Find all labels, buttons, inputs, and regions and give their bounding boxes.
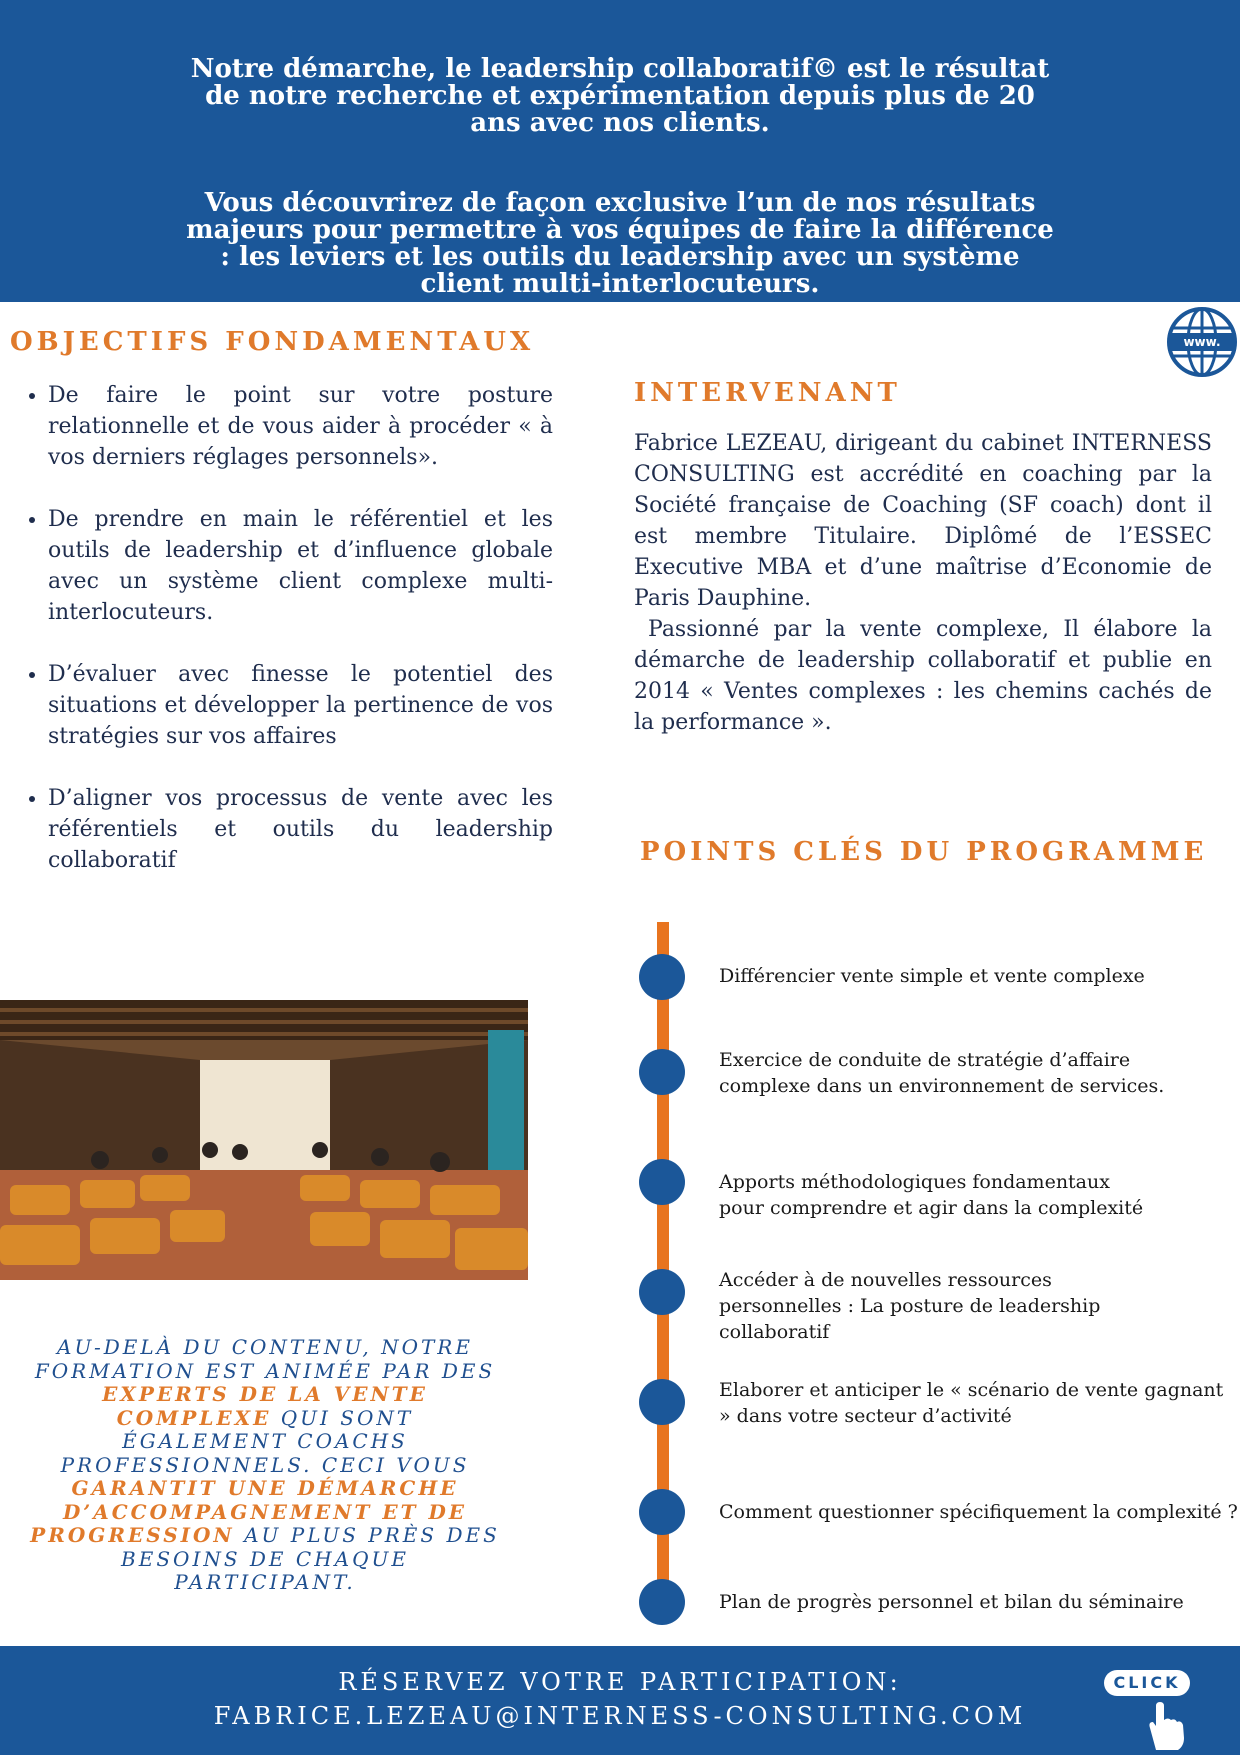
objectifs-title: OBJECTIFS FONDAMENTAUX	[10, 327, 535, 357]
list-item: • D’aligner vos processus de vente avec les référentiels et outils du leadership collaboratif	[48, 783, 553, 876]
quote-highlight: GARANTIT UNE DÉMARCHE D’ACCOMPAGNEMENT ET DE PROGRESSION	[30, 1476, 468, 1547]
reserve-text: RÉSERVEZ VOTRE PARTICIPATION:	[338, 1668, 902, 1696]
pointer-hand-icon	[1142, 1700, 1192, 1752]
objectifs-list	[22, 380, 553, 907]
header-banner	[0, 0, 1240, 302]
conference-room-photo	[0, 1000, 528, 1280]
intervenant-title: INTERVENANT	[634, 378, 901, 408]
footer-banner	[0, 1646, 1240, 1755]
header-intro-text: Notre démarche, le leadership collaboratif© est le résultat de notre recherche et expérimentation depuis plus de 20 ans avec nos clients.	[190, 54, 1050, 138]
timeline-dot	[639, 1379, 685, 1425]
contact-email-link[interactable]: FABRICE.LEZEAU@INTERNESS-CONSULTING.COM	[213, 1702, 1027, 1730]
header-discover-text: Vous découvrirez de façon exclusive l’un de nos résultats majeurs pour permettre à vos équipes de faire la différence : les leviers et les outils du leadership avec un système client multi-interlocuteurs.	[186, 188, 1054, 299]
programme-step: Apports méthodologiques fondamentaux pour comprendre et agir dans la complexité	[719, 1171, 1144, 1219]
globe-icon[interactable]	[1166, 306, 1238, 378]
quote-text: AU-DELÀ DU CONTENU, NOTRE FORMATION EST ANIMÉE PAR DES	[34, 1335, 496, 1383]
programme-step: Différencier vente simple et vente complexe	[719, 965, 1145, 987]
quote-text: QUI SONT ÉGALEMENT COACHS PROFESSIONNELS. CECI VOUS	[60, 1405, 470, 1477]
timeline-dot	[639, 1159, 685, 1205]
timeline-dot	[639, 954, 685, 1000]
timeline-dot	[639, 1049, 685, 1095]
bio-paragraph: Passionné par la vente complexe, Il élabore la démarche de leadership collaboratif et publie en 2014 « Ventes complexes : les chemins cachés de la performance ».	[634, 617, 1212, 735]
list-item: • De faire le point sur votre posture relationnelle et de vous aider à procéder « à vos derniers réglages personnels».	[48, 380, 553, 473]
timeline-dot	[639, 1579, 685, 1625]
list-item: • D’évaluer avec finesse le potentiel des situations et développer la pertinence de vos stratégies sur vos affaires	[48, 659, 553, 752]
quote-highlight: EXPERTS DE LA VENTE COMPLEXE	[102, 1382, 428, 1430]
web-label: www.	[1183, 335, 1221, 349]
programme-step: Plan de progrès personnel et bilan du séminaire	[719, 1591, 1184, 1613]
timeline-dot	[639, 1269, 685, 1315]
programme-step: Exercice de conduite de stratégie d’affaire complexe dans un environnement de services.	[719, 1049, 1165, 1097]
timeline-dot	[639, 1489, 685, 1535]
quote-text: AU PLUS PRÈS DES BESOINS DE CHAQUE PARTICIPANT.	[121, 1523, 500, 1594]
intervenant-bio	[634, 428, 1212, 738]
programme-step: Elaborer et anticiper le « scénario de vente gagnant » dans votre secteur d’activité	[719, 1379, 1224, 1427]
programme-step: Accéder à de nouvelles ressources personnelles : La posture de leadership collaboratif	[719, 1269, 1101, 1343]
formation-statement	[30, 1336, 500, 1595]
bio-paragraph: Fabrice LEZEAU, dirigeant du cabinet INTERNESS CONSULTING est accrédité en coaching par la Société française de Coaching (SF coach) dont il est membre Titulaire. Diplômé de l’ESSEC Executive MBA et d’une maîtrise d’Economie de Paris Dauphine.	[634, 431, 1212, 611]
list-item: • De prendre en main le référentiel et les outils de leadership et d’influence globale avec un système client complexe multi-interlocuteurs.	[48, 504, 553, 628]
click-button[interactable]: CLICK	[1104, 1670, 1190, 1696]
programme-title: POINTS CLÉS DU PROGRAMME	[640, 837, 1208, 867]
programme-step: Comment questionner spécifiquement la complexité ?	[719, 1501, 1238, 1523]
